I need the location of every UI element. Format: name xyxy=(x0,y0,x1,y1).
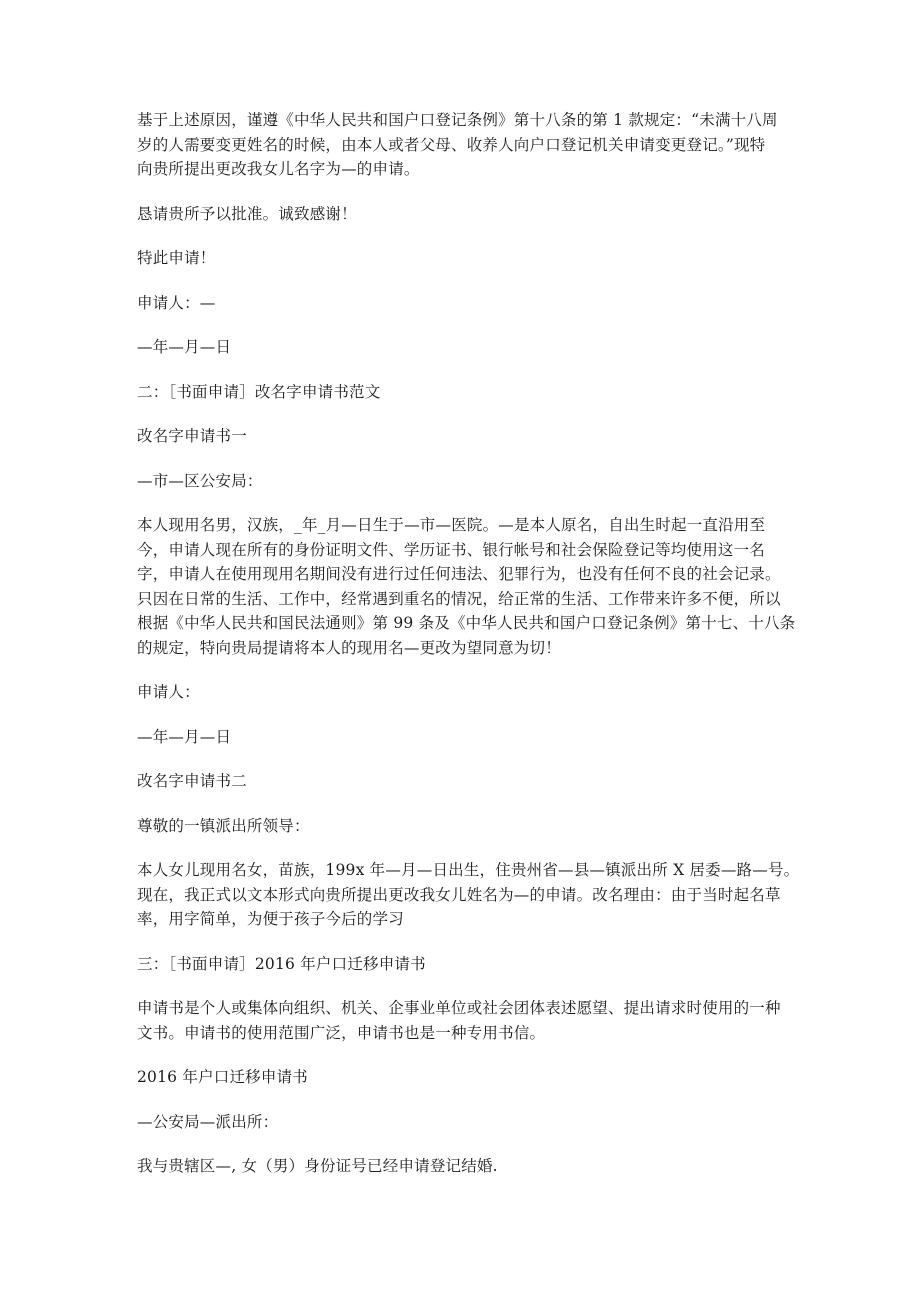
text-line: 特此申请！ xyxy=(137,249,216,267)
text-line: 文书。申请书的使用范围广泛，申请书也是一种专用书信。 xyxy=(137,1023,546,1042)
text-line: 改名字申请书二 xyxy=(137,772,247,790)
paragraph-letter-1-body xyxy=(137,513,796,660)
text-line: 率，用字简单，为便于孩子今后的学习 xyxy=(137,910,404,928)
text-line: 根据《中华人民共和国民法通则》第 99 条及《中华人民共和国户口登记条例》第十七、十八条 xyxy=(137,614,796,632)
text-line: 恳请贵所予以批准。诚致感谢！ xyxy=(137,204,357,223)
text-line: 申请人： xyxy=(137,683,200,701)
text-line: 三：［书面申请］2016 年户口迁移申请书 xyxy=(137,954,426,973)
text-line: 基于上述原因，谨遵《中华人民共和国户口登记条例》第十八条的第 1 款规定：“未满十八周 xyxy=(137,111,778,129)
text-line: 尊敬的一镇派出所领导： xyxy=(137,816,310,835)
paragraph-letter-2-recipient xyxy=(137,814,783,839)
text-line: 岁的人需要变更姓名的时候，由本人或者父母、收养人向户口登记机关申请变更登记。”现特 xyxy=(137,135,766,154)
text-line: 改名字申请书一 xyxy=(137,427,247,445)
paragraph-letter-3-body xyxy=(137,1154,783,1179)
section-heading-2 xyxy=(137,380,783,405)
text-line: 现在，我正式以文本形式向贵所提出更改我女儿姓名为—的申请。改名理由：由于当时起名草 xyxy=(137,885,781,904)
document-page xyxy=(137,108,800,1199)
paragraph-letter-2-body xyxy=(137,858,800,932)
paragraph-definition xyxy=(137,996,783,1045)
paragraph-letter-1-recipient xyxy=(137,469,783,494)
section-heading-3 xyxy=(137,952,783,977)
paragraph-letter-3-recipient xyxy=(137,1110,783,1135)
paragraph-letter-1-date xyxy=(137,725,783,750)
text-line: —公安局—派出所： xyxy=(137,1112,279,1131)
paragraph-letter-1-title xyxy=(137,424,783,449)
text-line: 我与贵辖区—, 女（男）身份证号已经申请登记结婚. xyxy=(137,1157,498,1175)
text-line: 申请人：— xyxy=(137,293,216,312)
paragraph-applicant xyxy=(137,291,783,316)
paragraph-legal-basis xyxy=(137,108,783,182)
text-line: 字，申请人在使用现用名期间没有进行过任何违法、犯罪行为，也没有任何不良的社会记录。 xyxy=(137,565,781,583)
text-line: —年—月—日 xyxy=(137,338,232,356)
text-line: 本人现用名男，汉族，_年_月—日生于—市—医院。—是本人原名，自出生时起一直沿用至 xyxy=(137,516,766,534)
text-line: 二：［书面申请］改名字申请书范文 xyxy=(137,382,381,401)
text-line: 今，申请人现在所有的身份证明文件、学历证书、银行帐号和社会保险登记等均使用这一名 xyxy=(137,540,766,559)
paragraph-letter-1-applicant xyxy=(137,680,783,705)
text-line: —年—月—日 xyxy=(137,727,232,746)
text-line: 只因在日常的生活、工作中，经常遇到重名的情况，给正常的生活、工作带来许多不便，所以 xyxy=(137,589,781,608)
text-line: 的规定，特向贵局提请将本人的现用名—更改为望同意为切！ xyxy=(137,638,561,657)
text-line: 本人女儿现用名女，苗族，199x 年—月—日出生，住贵州省—县—镇派出所 X 居委—路—号。 xyxy=(137,861,800,879)
paragraph-closing xyxy=(137,246,783,271)
text-line: 向贵所提出更改我女儿名字为—的申请。 xyxy=(137,160,420,178)
text-line: 2016 年户口迁移申请书 xyxy=(137,1068,308,1086)
paragraph-letter-3-title xyxy=(137,1065,783,1090)
text-line: —市—区公安局： xyxy=(137,471,263,490)
text-line: 申请书是个人或集体向组织、机关、企事业单位或社会团体表述愿望、提出请求时使用的一种 xyxy=(137,999,781,1017)
paragraph-request-approval xyxy=(137,202,783,227)
paragraph-letter-2-title xyxy=(137,769,783,794)
paragraph-date xyxy=(137,335,783,360)
